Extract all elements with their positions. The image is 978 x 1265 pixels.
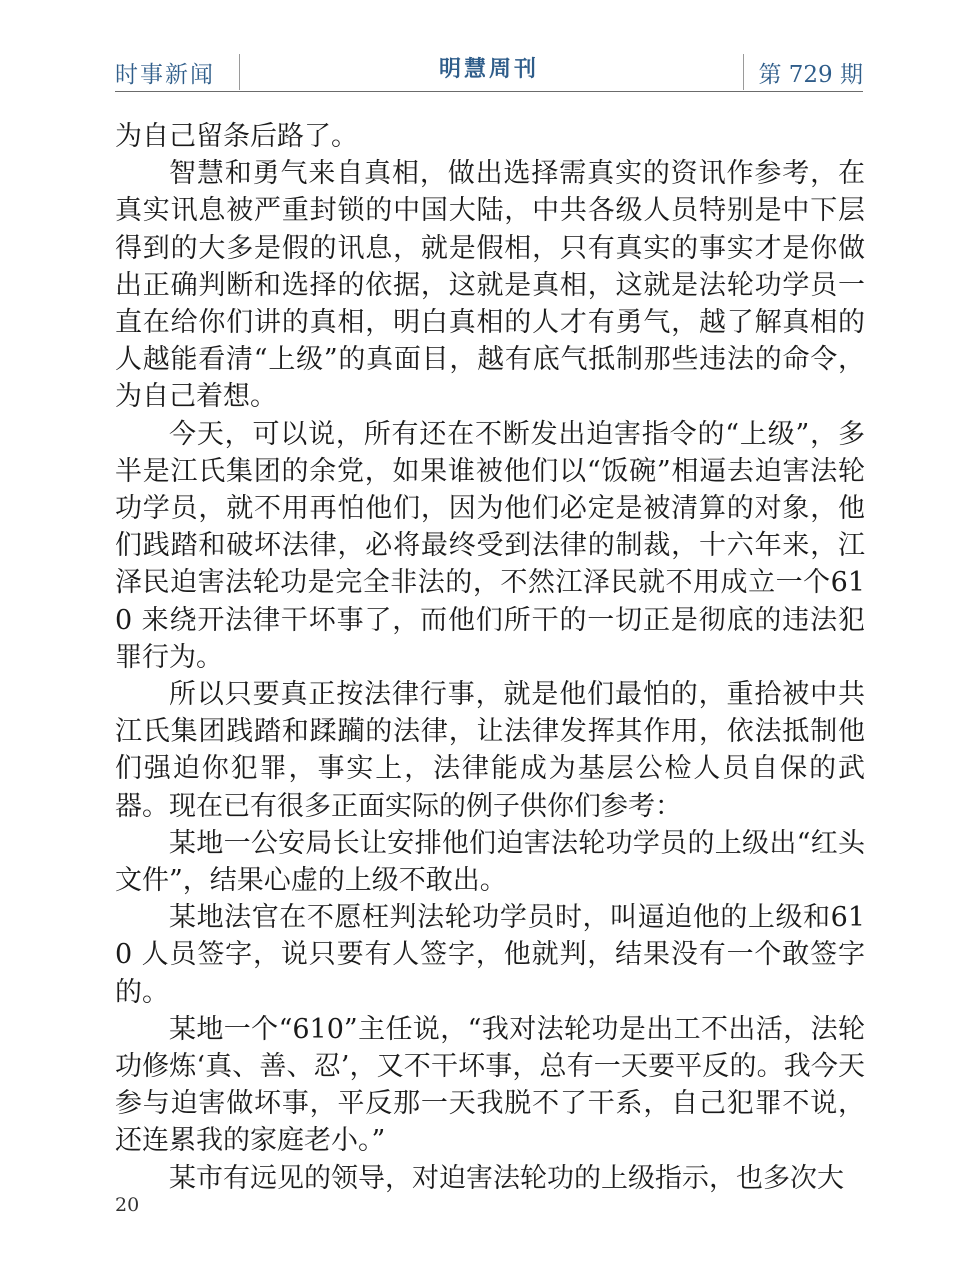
paragraph: 今天，可以说，所有还在不断发出迫害指令的“上级”，多半是江氏集团的余党，如果谁被他们以“饭碗”相逼去迫害法轮功学员，就不用再怕他们，因为他们必定是被清算的对象，他们践踏和破坏法律，必将最终受到法律的制裁，十六年来，江泽民迫害法轮功是完全非法的，不然江泽民就不用成立一个610 来绕开法律干坏事了，而他们所干的一切正是彻底的违法犯罪行为。 <box>115 418 865 673</box>
page-number: 20 <box>115 1194 140 1216</box>
article-body <box>115 118 865 1197</box>
paragraph: 智慧和勇气来自真相，做出选择需真实的资讯作参考，在真实讯息被严重封锁的中国大陆，中共各级人员特别是中下层得到的大多是假的讯息，就是假相，只有真实的事实才是你做出正确判断和选择的依据，这就是真相，这就是法轮功学员一直在给你们讲的真相，明白真相的人才有勇气，越了解真相的人越能看清“上级”的真面目，越有底气抵制那些违法的命令，为自己着想。 <box>115 158 865 413</box>
publication-title: 明慧周刊 <box>438 56 539 82</box>
paragraph: 某地一个“610”主任说，“我对法轮功是出工不出活，法轮功修炼‘真、善、忍’，又不干坏事，总有一天要平反的。我今天参与迫害做坏事，平反那一天我脱不了干系，自己犯罪不说，还连累我的家庭老小。” <box>115 1013 865 1157</box>
paragraph: 为自己留条后路了。 <box>115 121 358 152</box>
header-divider-right <box>743 54 744 90</box>
header-rule <box>115 91 863 92</box>
paragraph: 所以只要真正按法律行事，就是他们最怕的，重拾被中共江氏集团践踏和蹂躏的法律，让法律发挥其作用，依法抵制他们强迫你犯罪，事实上，法律能成为基层公检人员自保的武器。现在已有很多正面实际的例子供你们参考： <box>115 679 865 822</box>
page-header <box>115 48 863 92</box>
issue-number: 第 729 期 <box>758 62 863 88</box>
section-title: 时事新闻 <box>115 62 215 88</box>
paragraph: 某地一公安局长让安排他们迫害法轮功学员的上级出“红头文件”，结果心虚的上级不敢出。 <box>115 827 865 897</box>
paragraph: 某地法官在不愿枉判法轮功学员时，叫逼迫他的上级和610 人员签字，说只要有人签字，他就判，结果没有一个敢签字的。 <box>115 902 865 1008</box>
paragraph: 某市有远见的领导，对迫害法轮功的上级指示，也多次大 <box>169 1162 844 1194</box>
